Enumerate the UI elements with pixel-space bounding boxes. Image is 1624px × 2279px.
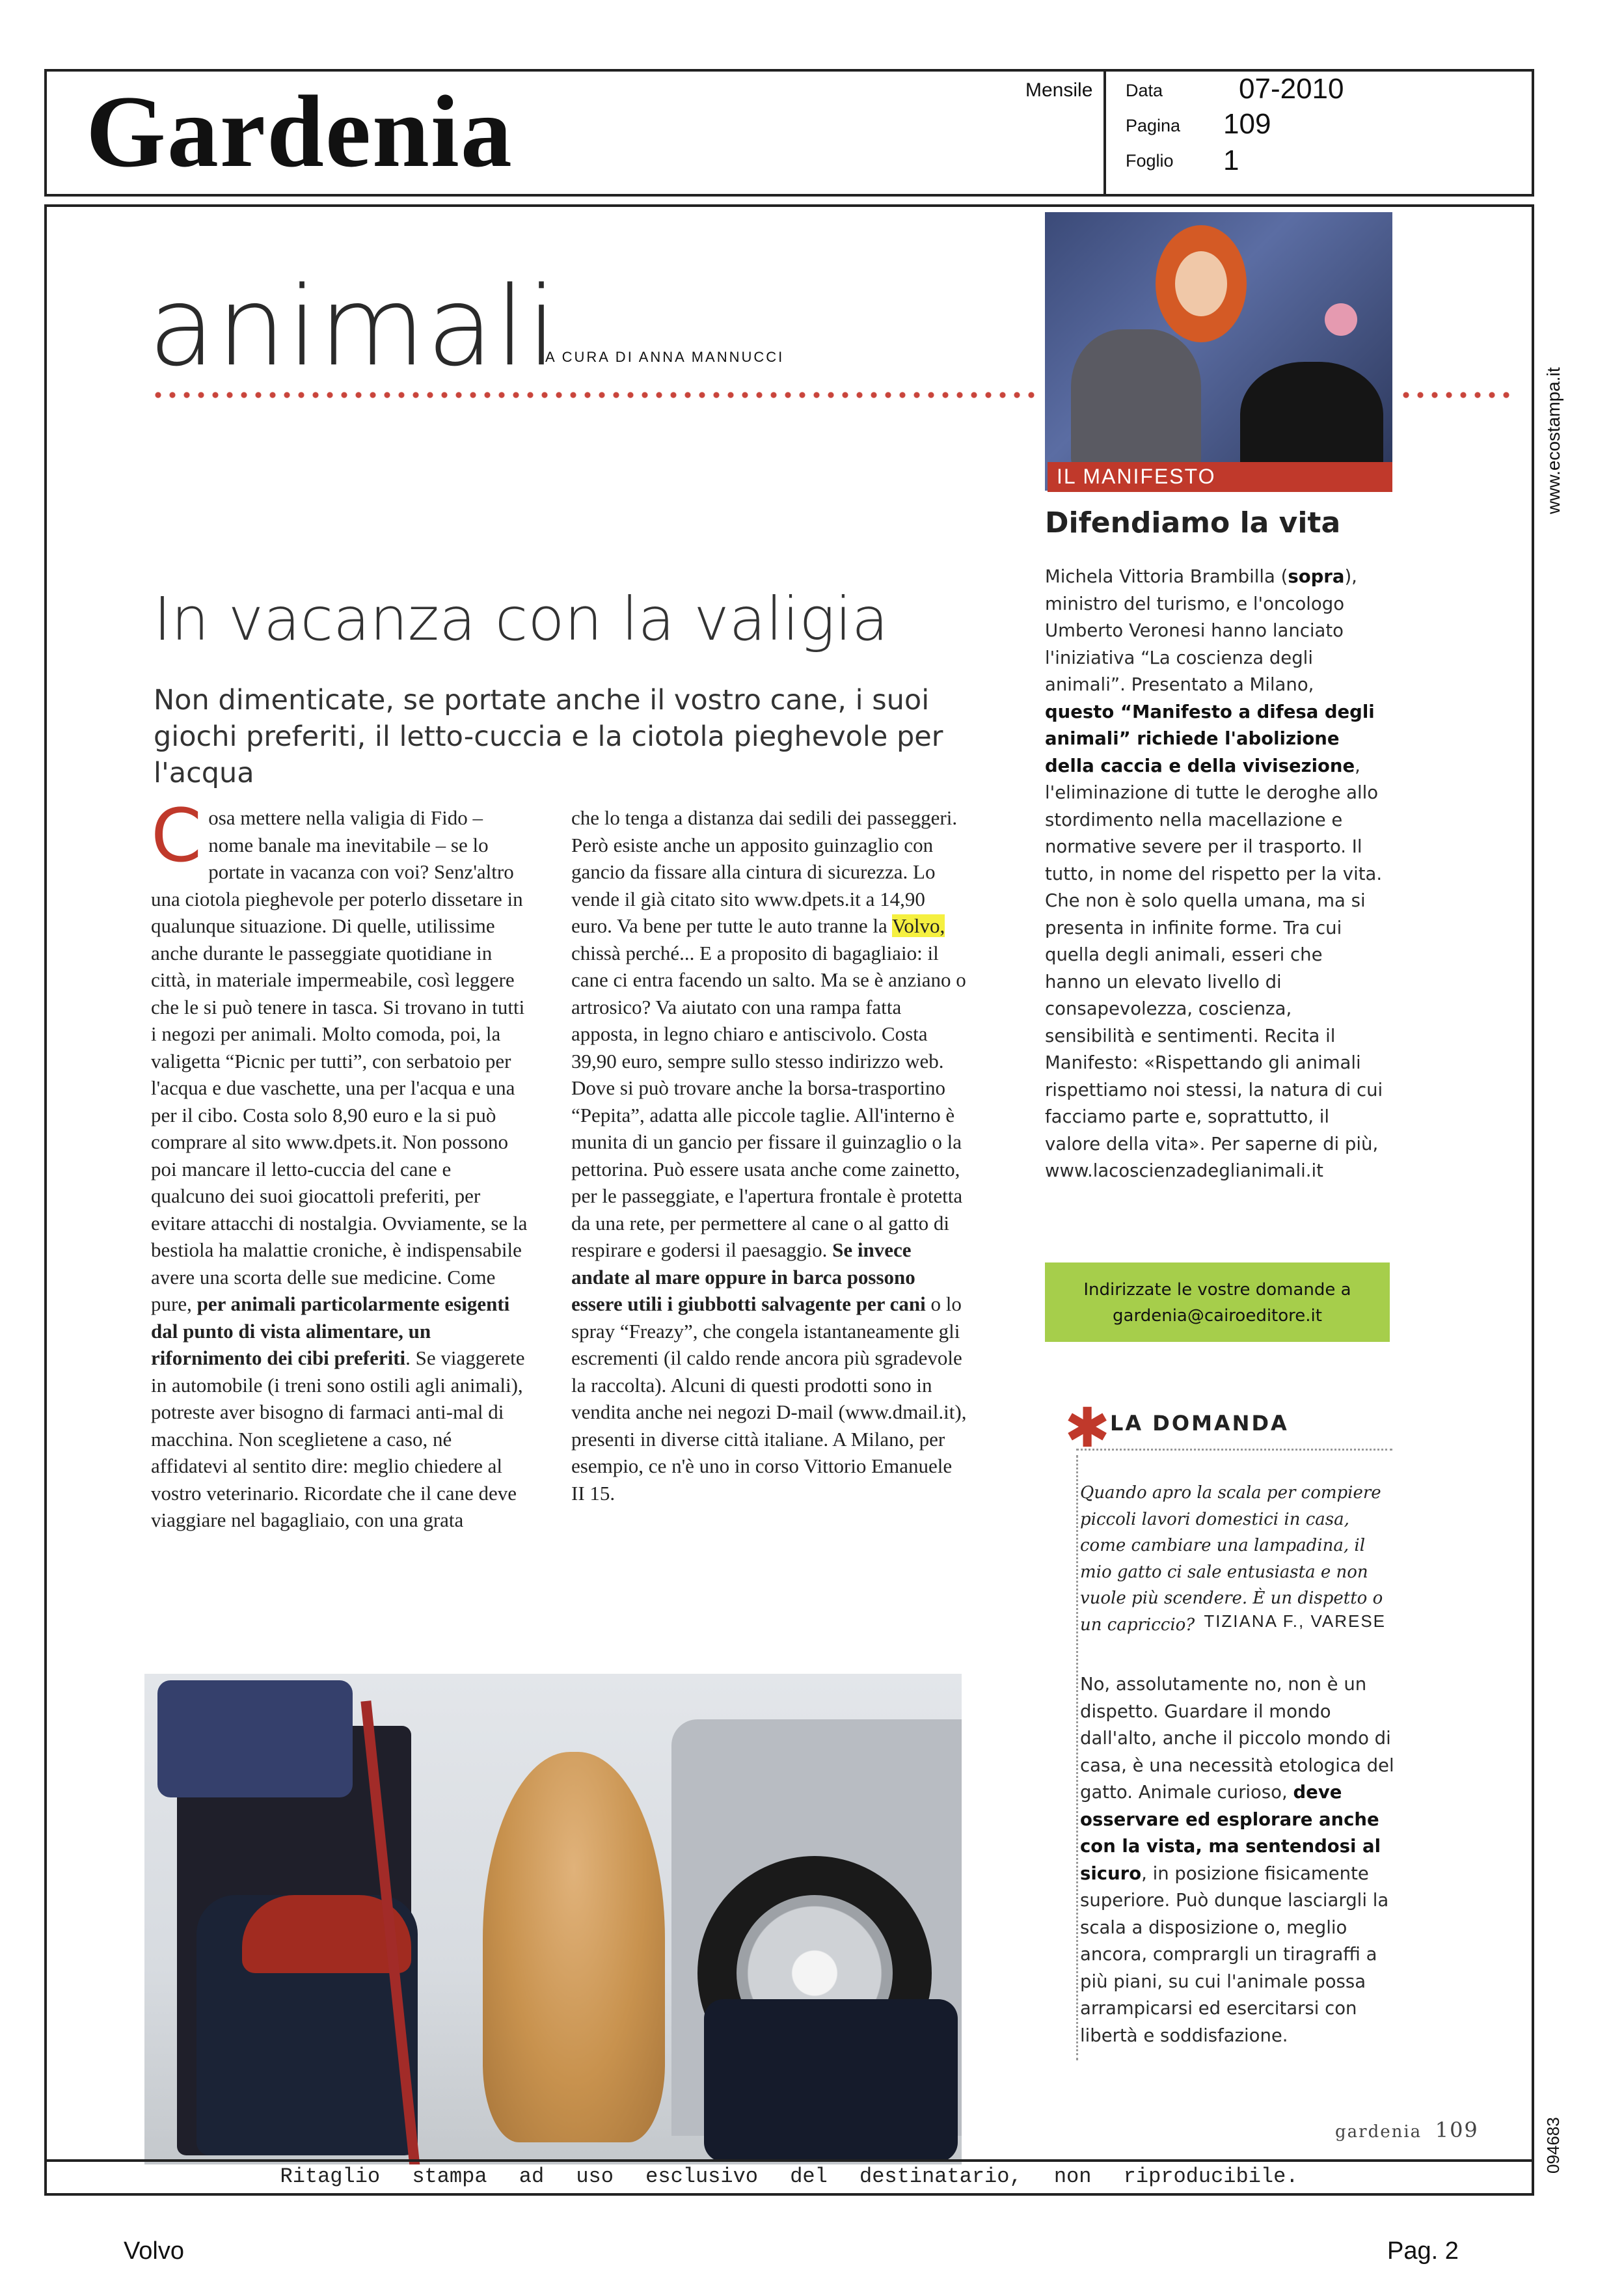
magazine-folio: [1335, 2118, 1479, 2142]
pagina-label: Pagina: [1126, 116, 1181, 135]
contact-text: [1045, 1277, 1390, 1329]
photo-dog-gray-shape: [1071, 329, 1201, 472]
article-text: . Se viaggerete in automobile (i treni sono ostili agli animali), potreste aver bisogno di farmaci anti-mal di macchina. Non sceglietene a caso, né affidatevi al sentito dire: meglio chiedere al vostro veterinario. Ricordate che il cane deve viaggiare nel bagagliaio, con una grata: [151, 1346, 525, 1531]
highlighted-keyword: Volvo,: [891, 914, 945, 937]
data-value: 07-2010: [1239, 73, 1344, 105]
manifesto-text-bold: sopra: [1288, 566, 1345, 587]
side-url-text: www.ecostampa.it: [1543, 367, 1563, 514]
keyword-footer: Volvo: [124, 2237, 184, 2265]
photo-blue-bag-shape: [157, 1680, 353, 1797]
manifesto-text: Michela Vittoria Brambilla (: [1045, 566, 1288, 587]
folio-name: gardenia: [1335, 2122, 1422, 2142]
frequency-label: Mensile: [1025, 79, 1093, 101]
article-text: o lo spray “Freazy”, che congela istantaneamente gli escrementi (il caldo rende ancora più sgradevole la raccolta). Alcuni di questi prodotti sono in vendita anche nei negozi D-mail (www.dmail.it), presenti in diverse città italiane. A Milano, per esempio, ce n'è uno in corso Vittorio Emanuele II 15.: [571, 1292, 967, 1505]
expert-answer: [1080, 1671, 1399, 2049]
drop-cap: C: [151, 794, 202, 879]
manifesto-body: [1045, 564, 1383, 1185]
article-text: che lo tenga a distanza dai sedili dei passeggeri. Però esiste anche un apposito guinzaglio con gancio da fissare alla cintura di sicurezza. Lo vende il già citato sito www.dpets.it a 14,90 euro. Va bene per tutte le auto tranne la: [571, 806, 958, 937]
manifesto-text-bold: questo “Manifesto a difesa degli animali” richiede l'abolizione della caccia e della vivisezione: [1045, 701, 1375, 776]
foglio-label: Foglio: [1126, 151, 1174, 171]
manifesto-text: , l'eliminazione di tutte le deroghe allo stordimento nella macellazione e normative severe per il trasporto. Il tutto, in nome del rispetto per la vita. Che non è solo quella umana, ma si presenta in infinite forme. Tra cui quella degli animali, esseri che hanno un elevato livello di consapevolezza, coscienza, sensibilità e sentimenti. Recita il Manifesto: «Rispettando gli animali rispettiamo noi stessi, la natura di cui facciamo parte e, soprattutto, il valore della vita». Per saperne di più, www.lacoscienzadeglianimali.it: [1045, 755, 1383, 1181]
answer-text: No, assolutamente no, non è un dispetto. Guardare il mondo dall'alto, anche il piccolo mondo di casa, è una necessità etologica del gatto. Animale curioso,: [1080, 1674, 1394, 1803]
answer-text-bold: deve osservare ed esplorare anche con la vista, ma sentendosi al sicuro: [1080, 1782, 1381, 1884]
photo-dog-black-shape: [1240, 362, 1383, 479]
side-url: [1541, 215, 1567, 514]
brambilla-photo: [1045, 212, 1392, 491]
manifesto-text: ), ministro del turismo, e l'oncologo Umberto Veronesi hanno lanciato l'iniziativa “La coscienza degli animali”. Presentato a Milano,: [1045, 566, 1357, 695]
domanda-vertical-rule: [1076, 1455, 1078, 2060]
header-separator: [1103, 69, 1106, 197]
pagina-value: 109: [1223, 108, 1271, 140]
reader-question: Quando apro la scala per compiere piccoli lavori domestici in casa, come cambiare una lampadina, il mio gatto ci sale entusiasta e non vuole più scendere. È un dispetto o un capriccio?: [1080, 1483, 1383, 1635]
dotted-rule: [151, 390, 1038, 400]
article-text-bold: Se invece andate al mare oppure in barca possono essere utili i giubbotti salvagente per cani: [571, 1238, 926, 1315]
article-text: osa mettere nella valigia di Fido – nome banale ma inevitabile – se lo portate in vacanza con voi? Senz'altro una ciotola pieghevole per poterlo dissetare in qualunque situazione. Di quelle, utilissime anche durante le passeggiate quotidiane in città, in materiale impermeabile, così leggere che le si può tenere in tasca. Si trovano in tutti i negozi per animali. Molto comoda, poi, la valigetta “Picnic per tutti”, con serbatoio per l'acqua e due vaschette, una per l'acqua e una per il cibo. Costa solo 8,90 euro e la si può comprare al sito www.dpets.it. Non possono poi mancare il letto-cuccia del cane e qualcuno dei suoi giocattoli preferiti, per evitare attacchi di nostalgia. Ovviamente, se la bestiola ha malattie croniche, è indispensabile avere una scorta delle sue medicine. Come pure,: [151, 806, 528, 1315]
article-column-2: [571, 804, 968, 1507]
answer-text: , in posizione fisicamente superiore. Può dunque lasciargli la scala a disposizione o, meglio ancora, comprargli un tiragraffi a più piani, su cui l'animale possa arrampicarsi ed esercitarsi con libertà e soddisfazione.: [1080, 1863, 1389, 2046]
page-number: Pag. 2: [1387, 2237, 1459, 2265]
manifesto-title: Difendiamo la vita: [1045, 506, 1341, 539]
section-title: animali: [148, 263, 559, 390]
domanda-rule: [1076, 1449, 1392, 1451]
dog-luggage-photo: [144, 1674, 962, 2164]
photo-golden-retriever-shape: [483, 1752, 665, 2142]
contact-line: Indirizzate le vostre domande a: [1083, 1280, 1351, 1300]
curator-credit: A CURA DI ANNA MANNUCCI: [545, 349, 785, 365]
data-label: Data: [1126, 81, 1163, 100]
magazine-logo: Gardenia: [86, 75, 513, 189]
article-text: chissà perché... E a proposito di bagagliaio: il cane ci entra facendo un salto. Ma se è anziano o artrosico? Va aiutato con una rampa fatta apposta, in legno chiaro e antiscivolo. Costa 39,90 euro, sempre sullo stesso indirizzo web. Dove si può trovare anche la borsa-trasportino “Pepita”, adatta alle piccole taglie. All'interno è munita di un gancio per fissare il guinzaglio o la pettorina. Può essere usata anche come zainetto, per le passeggiate, e l'apertura frontale è protetta da una rete, per permettere al cane o al gatto di respirare e godersi il paesaggio.: [571, 941, 966, 1261]
manifesto-label: IL MANIFESTO: [1057, 465, 1216, 488]
photo-travel-bag-shape: [704, 1999, 958, 2162]
foglio-value: 1: [1223, 144, 1239, 176]
contact-email: gardenia@cairoeditore.it: [1113, 1306, 1322, 1326]
asterisk-icon: ✱: [1064, 1396, 1111, 1460]
question-signer: TIZIANA F., VARESE: [1204, 1611, 1386, 1631]
clipping-notice: Ritaglio stampa ad uso esclusivo del destinatario, non riproducibile.: [280, 2164, 1299, 2189]
article-column-1: [151, 794, 528, 1534]
side-code-text: 094683: [1543, 2117, 1563, 2174]
article-headline: In vacanza con la valigia: [154, 584, 889, 654]
domanda-title: LA DOMANDA: [1110, 1411, 1289, 1436]
photo-face-shape: [1175, 251, 1227, 316]
article-deck: Non dimenticate, se portate anche il vostro cane, i suoi giochi preferiti, il letto-cuccia e la ciotola pieghevole per l'acqua: [154, 684, 943, 789]
photo-toy-shape: [1325, 303, 1357, 336]
footer-rule: [44, 2159, 1534, 2162]
folio-number: 109: [1435, 2118, 1479, 2142]
article-text-bold: per animali particolarmente esigenti dal punto di vista alimentare, un rifornimento dei cibi preferiti: [151, 1292, 510, 1369]
dotted-rule-right: [1399, 390, 1516, 400]
